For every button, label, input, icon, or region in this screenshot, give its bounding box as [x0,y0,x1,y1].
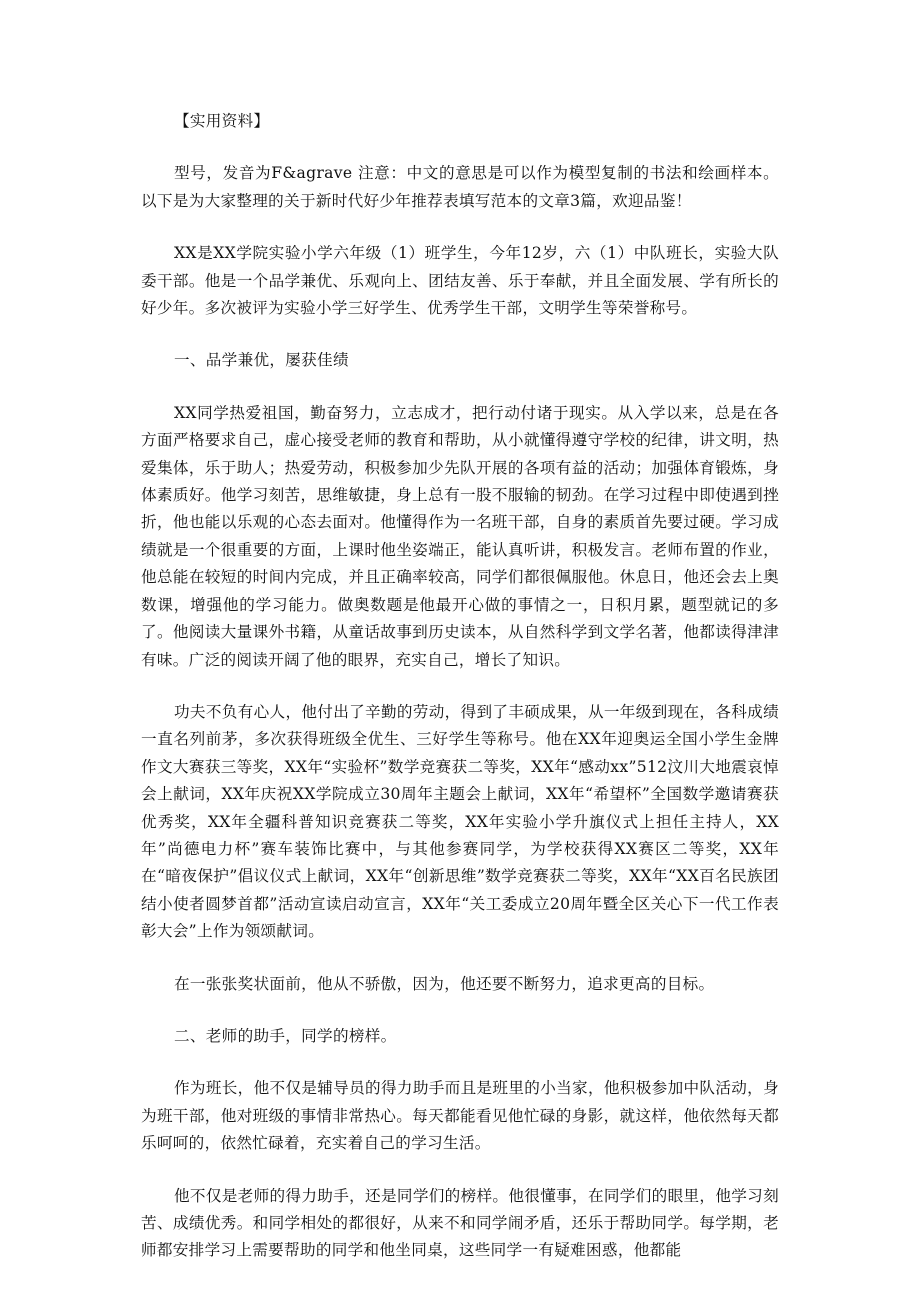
intro-paragraph: 型号，发音为F&agrave 注意：中文的意思是可以作为模型复制的书法和绘画样本。以下是为大家整理的关于新时代好少年推荐表填写范本的文章3篇，欢迎品鉴！ [141,164,779,210]
awards-paragraph: 功夫不负有心人，他付出了辛勤的劳动，得到了丰硕成果，从一年级到现在，各科成绩一直名列前茅，多次获得班级全优生、三好学生等称号。他在XX年迎奥运全国小学生金牌作文大赛获三等奖，XX年“实验杯”数学竞赛获二等奖，XX年“感动xx”512汶川大地震哀悼会上献词，XX年庆祝XX学院成立30周年主题会上献词，XX年“希望杯”全国数学邀请赛获优秀奖，XX年全疆科普知识竞赛获二等奖，XX年实验小学升旗仪式上担任主持人，XX年”尚德电力杯”赛车装饰比赛中，与其他参赛同学，为学校获得XX赛区二等奖，XX年在“暗夜保护”倡议仪式上献词，XX年“创新思维”数学竞赛获二等奖，XX年“XX百名民族团结小使者圆梦首都”活动宣读启动宣言，XX年“关工委成立20周年暨全区关心下一代工作表彰大会”上作为领颂献词。 [141,702,779,941]
role-model-paragraph: 他不仅是老师的得力助手，还是同学们的榜样。他很懂事，在同学们的眼里，他学习刻苦、成绩优秀。和同学相处的都很好，从来不和同学闹矛盾，还乐于帮助同学。每学期，老师都安排学习上需要帮助的同学和他坐同桌，这些同学一有疑难困惑，他都能 [141,1186,779,1260]
study-paragraph: XX同学热爱祖国，勤奋努力，立志成才，把行动付诸于现实。从入学以来，总是在各方面严格要求自己，虚心接受老师的教育和帮助，从小就懂得遵守学校的纪律，讲文明，热爱集体，乐于助人；热爱劳动，积极参加少先队开展的各项有益的活动；加强体育锻炼，身体素质好。他学习刻苦，思维敏捷，身上总有一股不服输的韧劲。在学习过程中即使遇到挫折，他也能以乐观的心态去面对。他懂得作为一名班干部，自身的素质首先要过硬。学习成绩就是一个很重要的方面，上课时他坐姿端正，能认真听讲，积极发言。老师布置的作业，他总能在较短的时间内完成，并且正确率较高，同学们都很佩服他。休息日，他还会去上奥数课，增强他的学习能力。做奥数题是他最开心做的事情之一，日积月累，题型就记的多了。他阅读大量课外书籍，从童话故事到历史读本，从自然科学到文学名著，他都读得津津有味。广泛的阅读开阔了他的眼界，充实自己，增长了知识。 [141,403,779,669]
student-summary-paragraph: XX是XX学院实验小学六年级（1）班学生，今年12岁，六（1）中队班长，实验大队委干部。他是一个品学兼优、乐观向上、团结友善、乐于奉献，并且全面发展、学有所长的好少年。多次被评为实验小学三好学生、优秀学生干部，文明学生等荣誉称号。 [141,244,779,318]
doc-tag: 【实用资料】 [174,112,270,130]
monitor-paragraph: 作为班长，他不仅是辅导员的得力助手而且是班里的小当家，他积极参加中队活动，身为班干部，他对班级的事情非常热心。每天都能看见他忙碌的身影，就这样，他依然每天都乐呵呵的，依然忙碌着，充实着自己的学习生活。 [141,1079,779,1153]
section-heading-2: 二、老师的助手，同学的榜样。 [174,1026,397,1045]
section-heading-1: 一、品学兼优，屡获佳绩 [174,351,349,370]
goal-paragraph: 在一张张奖状面前，他从不骄傲，因为，他还要不断努力，追求更高的目标。 [174,974,715,993]
